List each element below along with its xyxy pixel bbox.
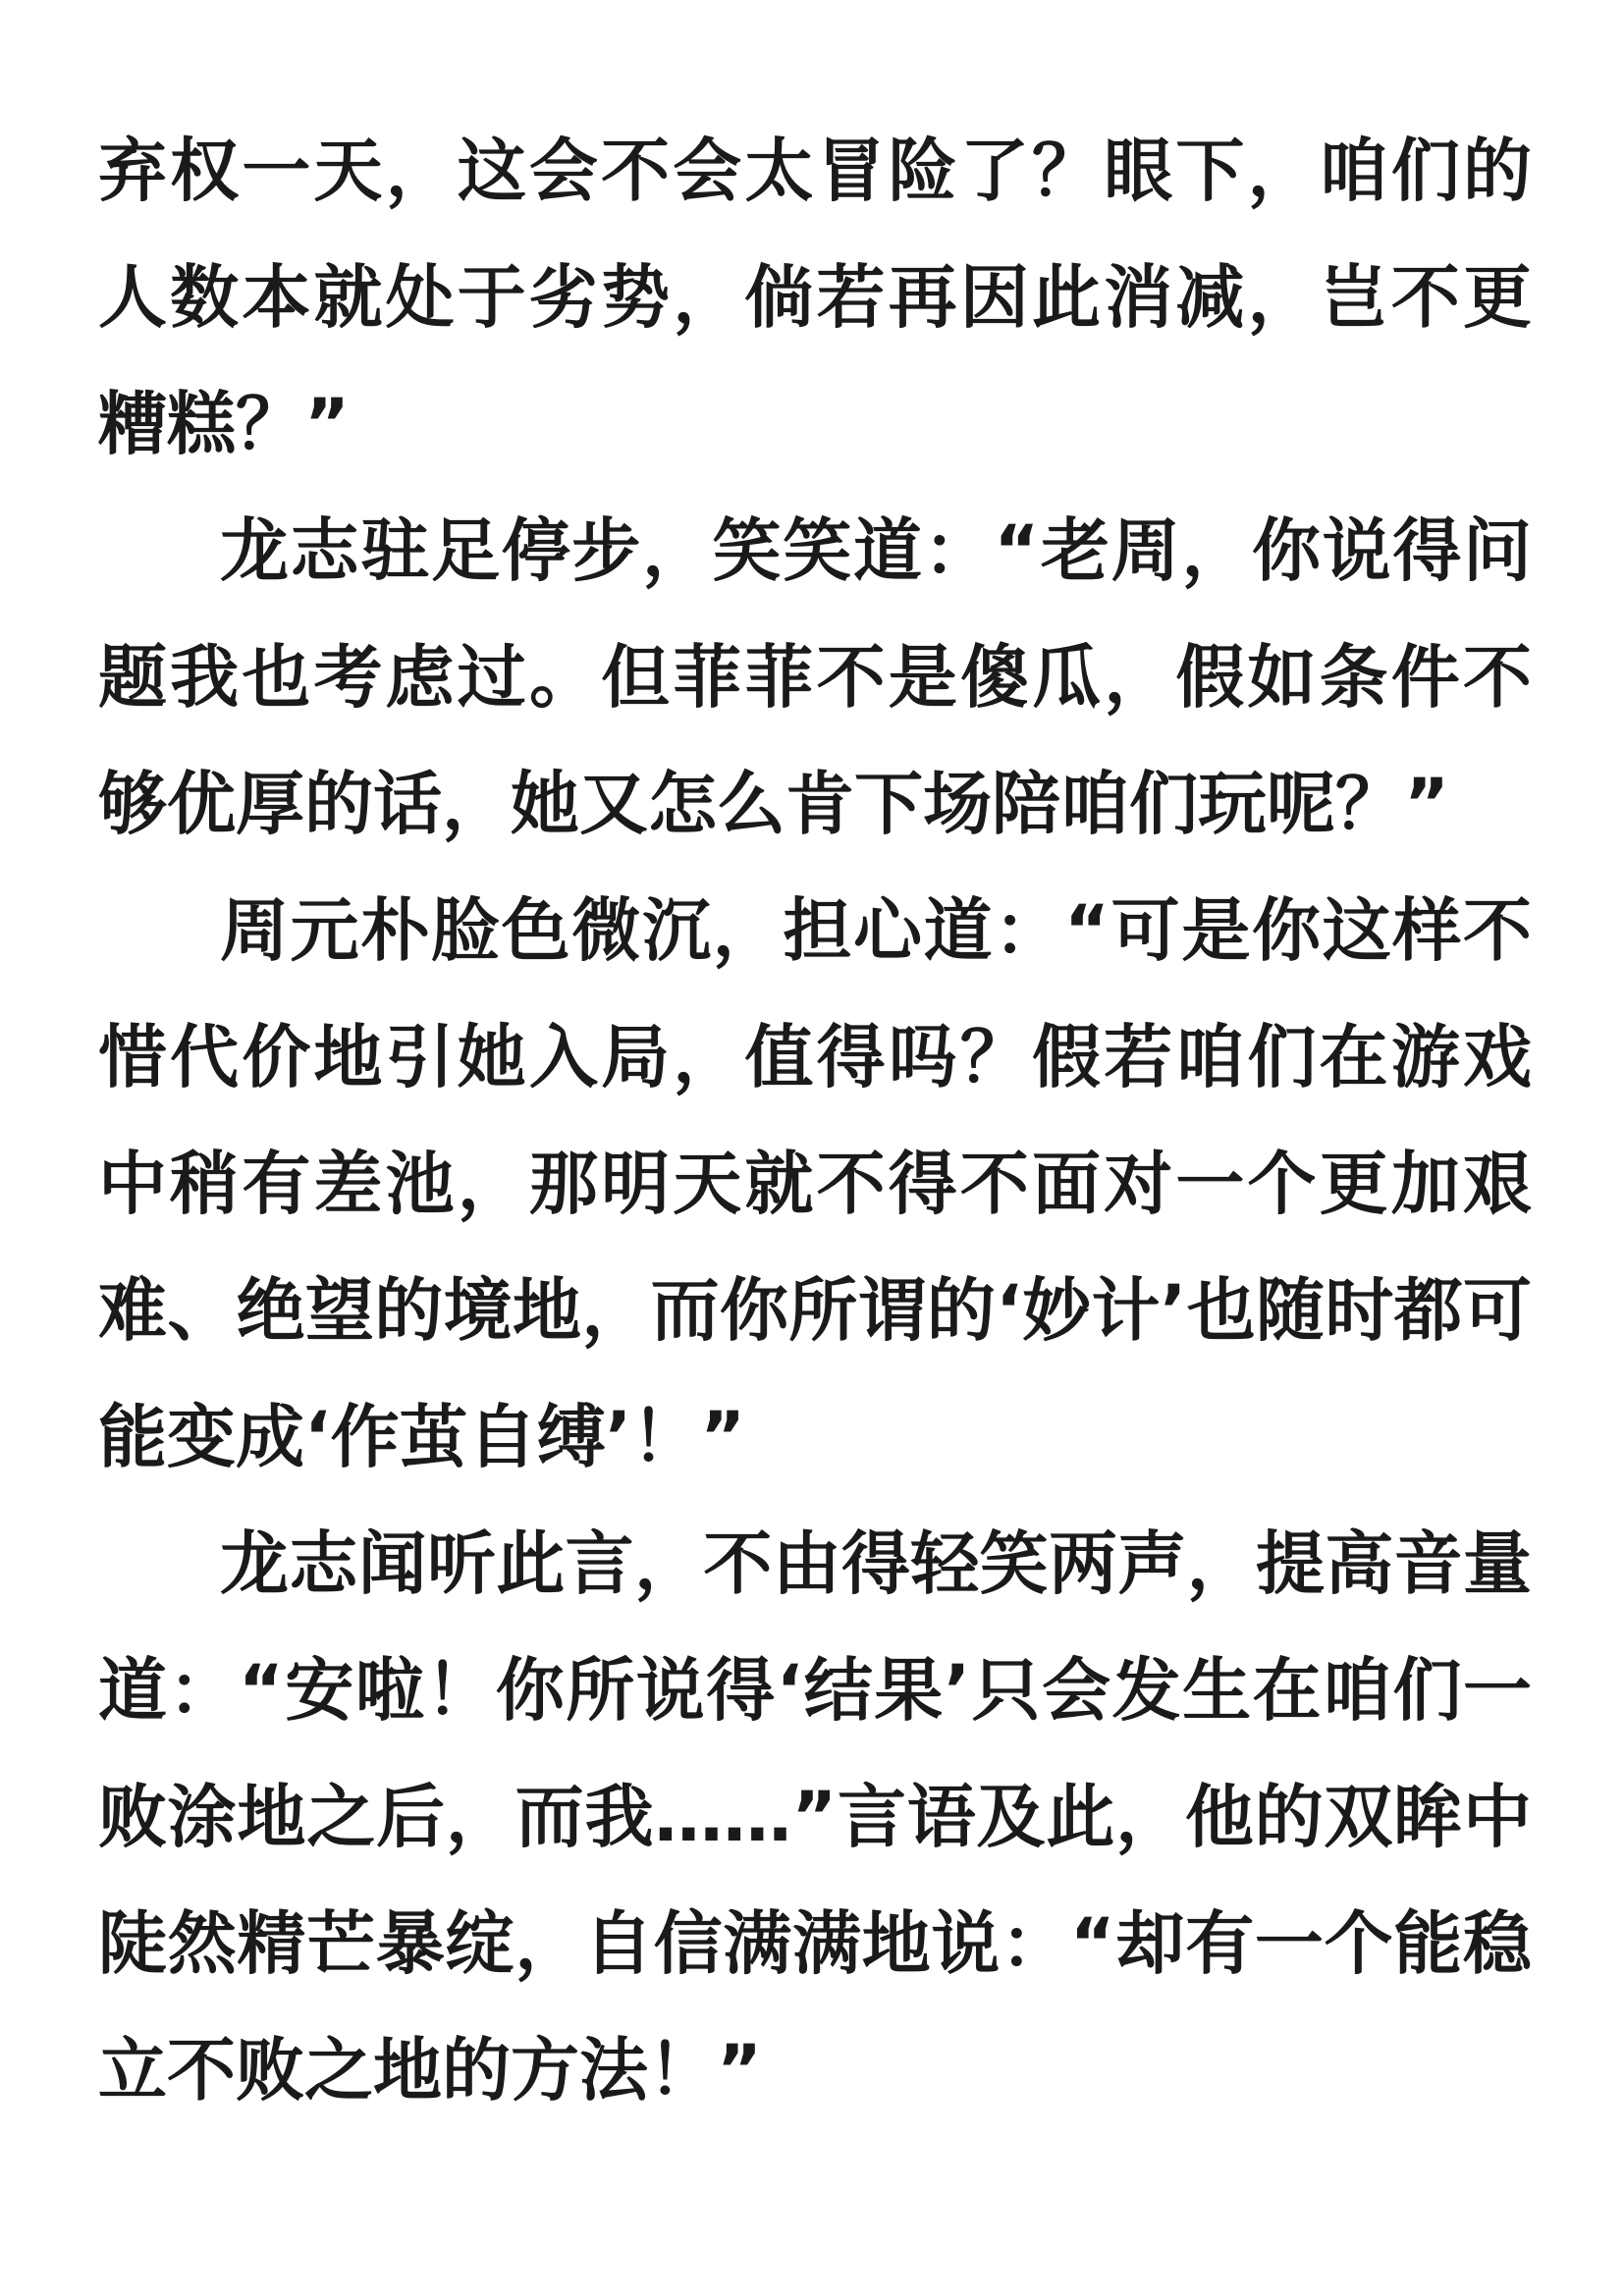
- paragraph-2: 龙志驻足停步，笑笑道：“老周，你说得问题我也考虑过。但菲菲不是傻瓜，假如条件不够优厚的话，她又怎么肯下场陪咱们玩呢？”: [98, 510, 1532, 844]
- paragraph-1: 弃权一天，这会不会太冒险了？眼下，咱们的人数本就处于劣势，倘若再因此消减，岂不更糟糕？”: [98, 131, 1532, 464]
- paragraph-4: 龙志闻听此言，不由得轻笑两声，提高音量道：“安啦！你所说得‘结果’只会发生在咱们一败涂地之后，而我……”言语及此，他的双眸中陡然精芒暴绽，自信满满地说：“却有一个能稳立不败之地的方法！”: [98, 1523, 1532, 2110]
- paragraph-3: 周元朴脸色微沉，担心道：“可是你这样不惜代价地引她入局，值得吗？假若咱们在游戏中稍有差池，那明天就不得不面对一个更加艰难、绝望的境地，而你所谓的‘妙计’也随时都可能变成‘作茧自缚’！”: [98, 890, 1532, 1477]
- document-page: [98, 108, 1532, 2134]
